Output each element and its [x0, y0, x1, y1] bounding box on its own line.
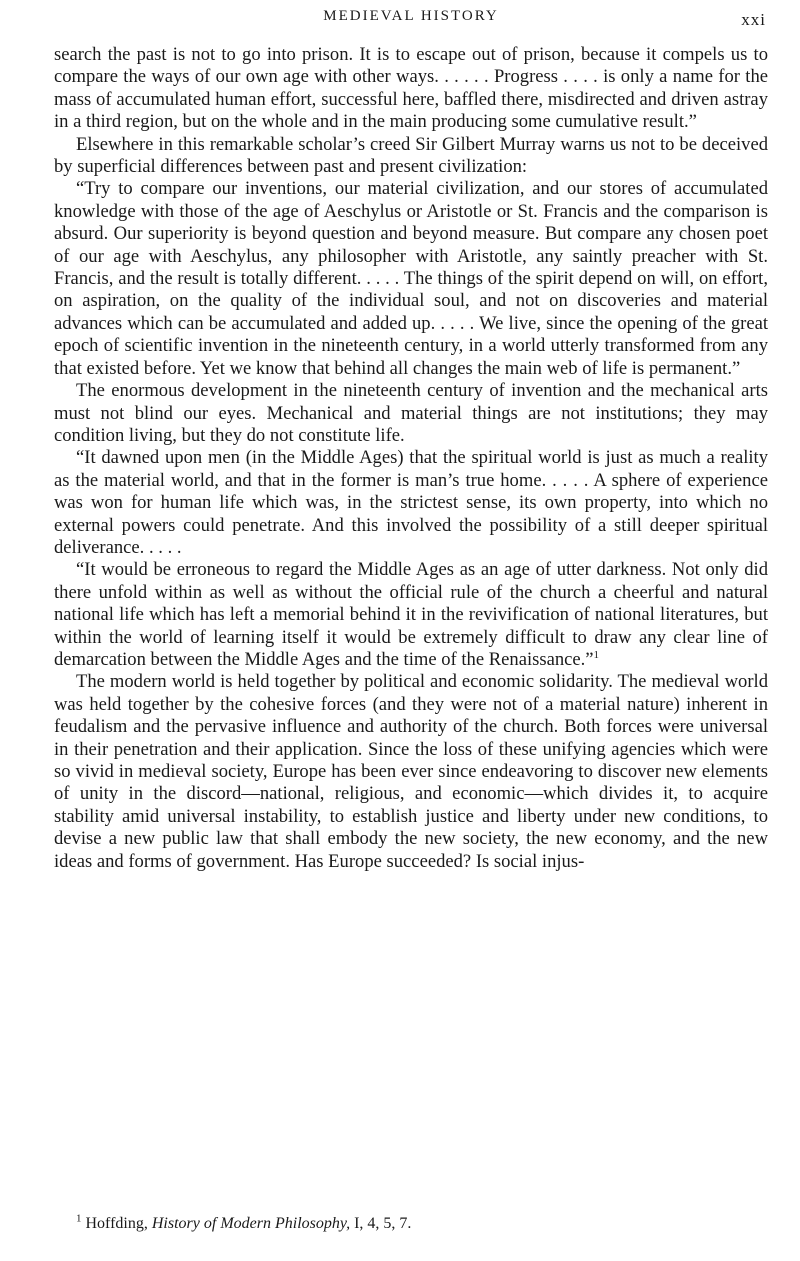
- body-text: [54, 44, 768, 873]
- paragraph-middle-ages-darkness: [54, 559, 768, 671]
- footnote-reference-pages: I, 4, 5, 7.: [354, 1215, 412, 1232]
- paragraph-middle-ages-darkness-text: “It would be erroneous to regard the Middle Ages as an age of utter darkness. Not only did there unfold within as well as without the official rule of the church a cheerful and natural national life which has left a memorial behind it in the revivification of national literatures, but within the world of learning itself it would be extremely difficult to draw any clear line of demarcation between the Middle Ages and the time of the Renaissance.”: [54, 559, 768, 670]
- paragraph-murray-quote: “Try to compare our inventions, our material civilization, and our stores of accumulated knowledge with those of the age of Aeschylus or Aristotle or St. Francis and the comparison is absurd. Our superiority is beyond question and beyond measure. But compare any chosen poet of our age with Aeschylus, any philosopher with Aristotle, any saintly preacher with St. Francis, and the result is totally different. . . . . The things of the spirit depend on will, on effort, on aspiration, on the quality of the individual soul, and not on discoveries and material advances which can be accumulated and added up. . . . . We live, since the opening of the great epoch of scientific invention in the nineteenth century, in a world utterly transformed from any that existed before. Yet we know that behind all changes the main web of life is permanent.”: [54, 178, 768, 379]
- footnote-book-title: History of Modern Philosophy,: [151, 1215, 351, 1232]
- footnote-author: Hoffding,: [85, 1215, 148, 1232]
- footnote-reference: 1: [593, 648, 600, 661]
- paragraph-modern-world: The modern world is held together by political and economic solidarity. The medieval world was held together by the cohesive forces (and they were not of a material nature) inherent in feudalism and the pervasive influence and authority of the church. Both forces were universal in their penetration and their application. Since the loss of these unifying agencies which were so vivid in medieval society, Europe has been ever since endeavoring to discover new elements of unity in the discord—national, religious, and economic—which divides it, to acquire stability amid universal instability, to establish justice and liberty under new conditions, to devise a new public law that shall embody the new society, the new economy, and the new ideas and forms of government. Has Europe succeeded? Is social injus-: [54, 671, 768, 872]
- paragraph-mechanical-arts: The enormous development in the nineteenth century of invention and the mechanical arts must not blind our eyes. Mechanical and material things are not institutions; they may condition living, but they do not constitute life.: [54, 380, 768, 446]
- footnote-marker: 1: [76, 1212, 82, 1225]
- book-page: [54, 0, 768, 1261]
- paragraph-continuation: search the past is not to go into prison. It is to escape out of prison, because it compels us to compare the ways of our own age with other ways. . . . . . Progress . . . . is only a name for the mass of accumulated human effort, successful here, baffled there, misdirected and driven astray in a third region, but on the whole and in the main producing some cumulative result.”: [54, 44, 768, 133]
- running-head: [54, 6, 768, 30]
- paragraph-murray-intro: Elsewhere in this remarkable scholar’s creed Sir Gilbert Murray warns us not to be deceived by superficial differences between past and present civilization:: [54, 133, 768, 178]
- paragraph-spiritual-world: “It dawned upon men (in the Middle Ages) that the spiritual world is just as much a reality as the material world, and that in the former is man’s true home. . . . . A sphere of experience was won for human life which was, in the strictest sense, its own property, into which no external powers could penetrate. And this involved the possibility of a still deeper spiritual deliverance. . . . .: [54, 447, 768, 558]
- running-title: MEDIEVAL HISTORY: [323, 8, 499, 24]
- footnote: [54, 1214, 768, 1234]
- page-number: xxi: [741, 10, 766, 29]
